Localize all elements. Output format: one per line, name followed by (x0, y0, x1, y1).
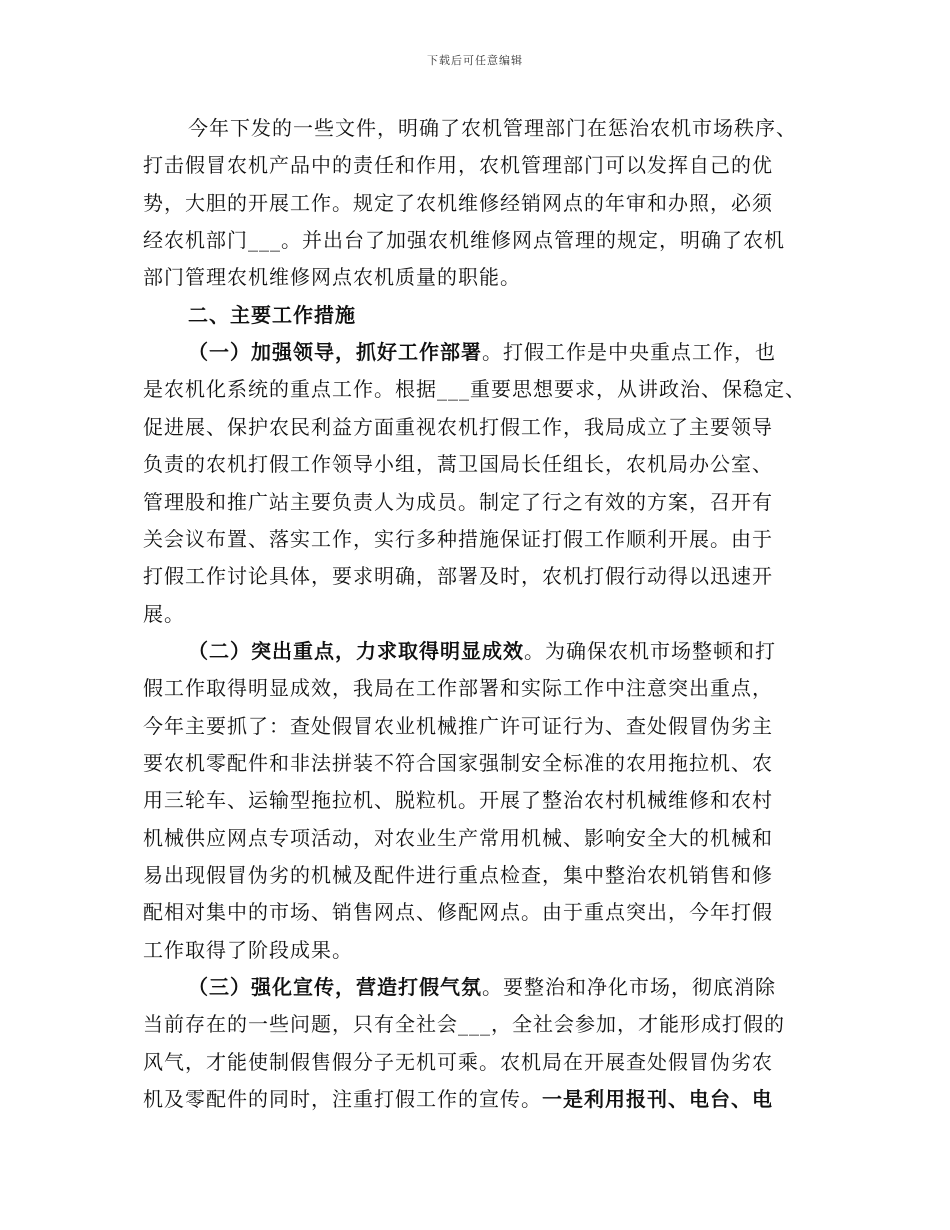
text-line (143, 1044, 843, 1081)
text-line (143, 782, 843, 819)
text-line (143, 371, 843, 408)
text-line (143, 670, 843, 707)
body-text: 打假工作讨论具体，要求明确，部署及时，农机打假行动得以迅速开 (143, 564, 773, 589)
bold-text: 二、主要工作措施 (188, 302, 356, 327)
text-line (143, 446, 843, 483)
body-text: 关会议布置、落实工作，实行多种措施保证打假工作顺利开展。由于 (143, 526, 773, 551)
body-text: 今年下发的一些文件，明确了农机管理部门在惩治农机市场秩序、 (188, 116, 797, 140)
text-line (143, 484, 843, 521)
body-text: 今年主要抓了：查处假冒农业机械推广许可证行为、查处假冒伪劣主 (143, 713, 773, 738)
text-line (143, 857, 843, 894)
text-line (188, 633, 843, 670)
text-line (143, 409, 843, 446)
text-line (143, 894, 843, 931)
text-line (143, 185, 843, 222)
body-text: 经农机部门___。并出台了加强农机维修网点管理的规定，明确了农机 (143, 228, 785, 253)
body-text: 管理股和推广站主要负责人为成员。制定了行之有效的方案，召开有 (143, 489, 773, 514)
page-header: 下载后可任意编辑 (427, 54, 523, 67)
text-line (143, 1006, 843, 1043)
text-line (143, 708, 843, 745)
bold-text: 一是利用报刊、电台、电 (542, 1087, 773, 1112)
body-text: 。打假工作是中央重点工作，也 (482, 340, 776, 365)
body-text: 部门管理农机维修网点农机质量的职能。 (143, 265, 521, 290)
body-text: 易出现假冒伪劣的机械及配件进行重点检查，集中整治农机销售和修 (143, 863, 773, 887)
body-text: 要农机零配件和非法拼装不符合国家强制安全标准的农用拖拉机、农 (143, 751, 773, 775)
text-line (188, 969, 843, 1006)
body-text: 。要整治和净化市场，彻底消除 (482, 975, 776, 1000)
body-text: 假工作取得明显成效，我局在工作部署和实际工作中注意突出重点， (143, 676, 773, 701)
body-text: 配相对集中的市场、销售网点、修配网点。由于重点突出，今年打假 (143, 900, 773, 925)
bold-text: （二）突出重点，力求取得明显成效 (188, 638, 524, 663)
text-line (188, 110, 843, 147)
text-line (143, 820, 843, 857)
text-line (188, 297, 843, 334)
text-line (188, 334, 843, 371)
bold-text: （三）强化宣传，营造打假气氛 (188, 975, 482, 1000)
text-line (143, 558, 843, 595)
text-line (143, 521, 843, 558)
text-line (143, 1081, 843, 1118)
text-line (143, 596, 843, 633)
body-text: 当前存在的一些问题，只有全社会___，全社会参加，才能形成打假的 (143, 1012, 785, 1037)
body-text: 用三轮车、运输型拖拉机、脱粒机。开展了整治农村机械维修和农村 (143, 788, 773, 813)
bold-text: （一）加强领导，抓好工作部署 (188, 340, 482, 365)
body-text: 风气，才能使制假售假分子无机可乘。农机局在开展查处假冒伪劣农 (143, 1049, 773, 1074)
body-text: 机械供应网点专项活动，对农业生产常用机械、影响安全大的机械和 (143, 825, 773, 850)
body-text: 势，大胆的开展工作。规定了农机维修经销网点的年审和办照，必须 (143, 190, 773, 215)
body-text: 负责的农机打假工作领导小组，蒿卫国局长任组长，农机局办公室、 (143, 452, 773, 477)
text-line (143, 932, 843, 969)
body-text: 机及零配件的同时，注重打假工作的宣传。 (143, 1087, 542, 1112)
body-text: 工作取得了阶段成果。 (143, 937, 353, 962)
text-line (143, 745, 843, 782)
text-line (143, 222, 843, 259)
body-text: 。为确保农机市场整顿和打 (524, 638, 776, 663)
body-text: 展。 (143, 601, 185, 626)
text-line (143, 259, 843, 296)
text-line (143, 147, 843, 184)
body-text: 打击假冒农机产品中的责任和作用，农机管理部门可以发挥自己的优 (143, 153, 773, 178)
body-text: 是农机化系统的重点工作。根据___重要思想要求，从讲政治、保稳定、 (143, 377, 806, 402)
body-text: 促进展、保护农民利益方面重视农机打假工作，我局成立了主要领导 (143, 414, 773, 439)
